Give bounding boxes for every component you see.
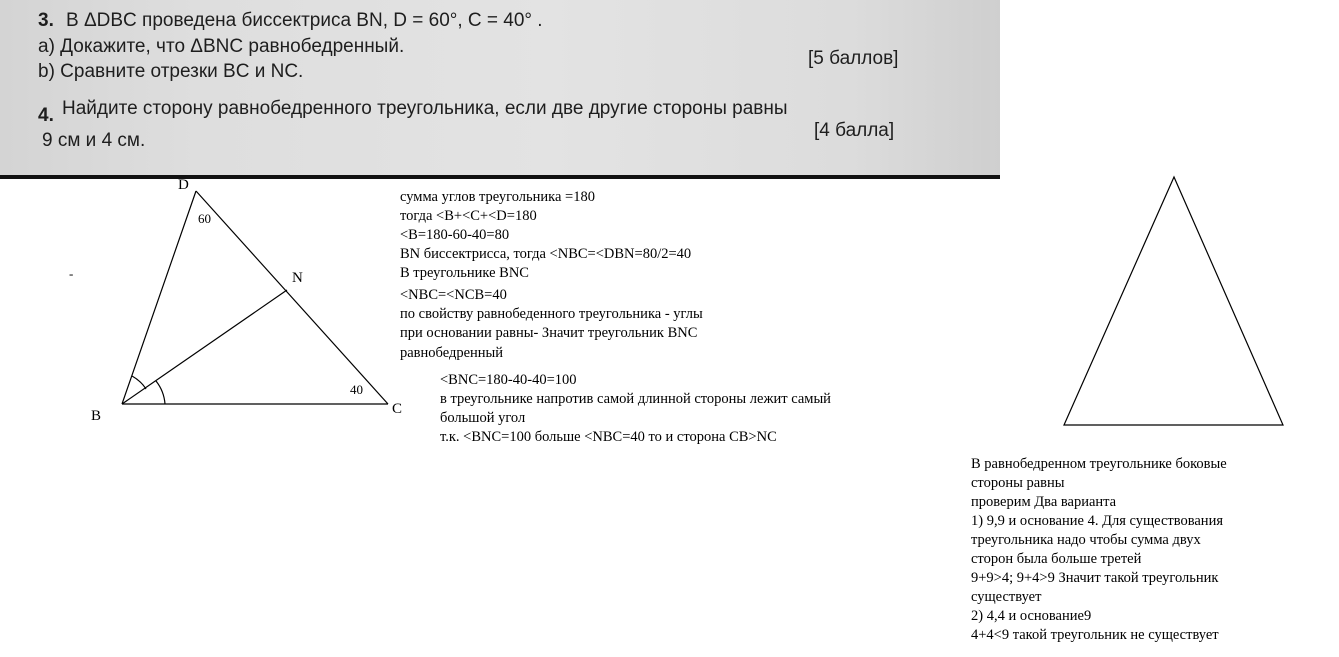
solution3-b-line: в треугольнике напротив самой длинной стороны лежит самый xyxy=(440,391,831,407)
task4-points: [4 балла] xyxy=(814,120,895,141)
task4-statement-line1: Найдите сторону равнобедренного треугольника, если две другие стороны равны xyxy=(62,98,788,119)
vertex-d-label: D xyxy=(178,177,189,193)
point-n-label: N xyxy=(292,270,303,286)
solution4-line: треугольника надо чтобы сумма двух xyxy=(971,532,1201,548)
solution4-line: сторон была больше третей xyxy=(971,551,1142,567)
side-bd xyxy=(122,191,196,404)
solution3-line: <B=180-60-40=80 xyxy=(400,227,510,243)
task4-statement-line2: 9 см и 4 см. xyxy=(42,130,146,151)
solution3-line: <NBC=<NCB=40 xyxy=(400,287,507,303)
solution4-line: существует xyxy=(971,589,1042,605)
solution4-line: 1) 9,9 и основание 4. Для существования xyxy=(971,513,1223,529)
vertex-b-label: B xyxy=(91,408,102,424)
solution3-line: при основании равны- Значит треугольник BNC xyxy=(400,325,698,341)
solution3-b-line: <BNC=180-40-40=100 xyxy=(440,372,577,388)
angle-c-label: 40 xyxy=(350,382,363,397)
angle-arc-b2 xyxy=(156,381,165,404)
angle-d-label: 60 xyxy=(198,211,211,226)
triangle-dbc xyxy=(122,191,388,404)
solution3-line: по свойству равнобеденного треугольника - углы xyxy=(400,306,703,322)
solution4-line: 9+9>4; 9+4>9 Значит такой треугольник xyxy=(971,570,1219,586)
solution3-line: BN биссектрисса, тогда <NBC=<DBN=80/2=40 xyxy=(400,246,692,262)
bisector-bn xyxy=(122,290,287,404)
task3-part-a: a) Докажите, что ΔBNC равнобедренный. xyxy=(38,36,405,57)
solution3-line: сумма углов треугольника =180 xyxy=(400,189,595,205)
solution3-b-line: т.к. <BNC=100 больше <NBC=40 то и сторона CB>NC xyxy=(440,429,777,445)
solution4-line: стороны равны xyxy=(971,475,1065,491)
task3-statement: В ΔDBC проведена биссектриса BN, D = 60°, C = 40° . xyxy=(66,10,543,31)
angle-arc-b1 xyxy=(132,376,146,389)
vertex-c-label: C xyxy=(392,401,403,417)
isosceles-triangle-sketch xyxy=(1064,177,1283,425)
stray-mark: - xyxy=(69,266,74,281)
solution4-line: 4+4<9 такой треугольник не существует xyxy=(971,627,1219,643)
solution3-line: равнобедренный xyxy=(400,345,504,361)
task3-number: 3. xyxy=(38,10,54,31)
solution4-line: проверим Два варианта xyxy=(971,494,1117,510)
solution3-b-line: большой угол xyxy=(440,410,526,426)
solution3-line: В треугольнике BNC xyxy=(400,265,529,281)
side-dc xyxy=(196,191,388,404)
solution3-line: тогда <B+<C+<D=180 xyxy=(400,208,537,224)
task3-points: [5 баллов] xyxy=(808,48,899,69)
task4-number: 4. xyxy=(38,105,54,126)
solution4-line: В равнобедренном треугольнике боковые xyxy=(971,456,1227,472)
solution4-line: 2) 4,4 и основание9 xyxy=(971,608,1092,624)
task3-part-b: b) Сравните отрезки BC и NC. xyxy=(38,61,304,82)
